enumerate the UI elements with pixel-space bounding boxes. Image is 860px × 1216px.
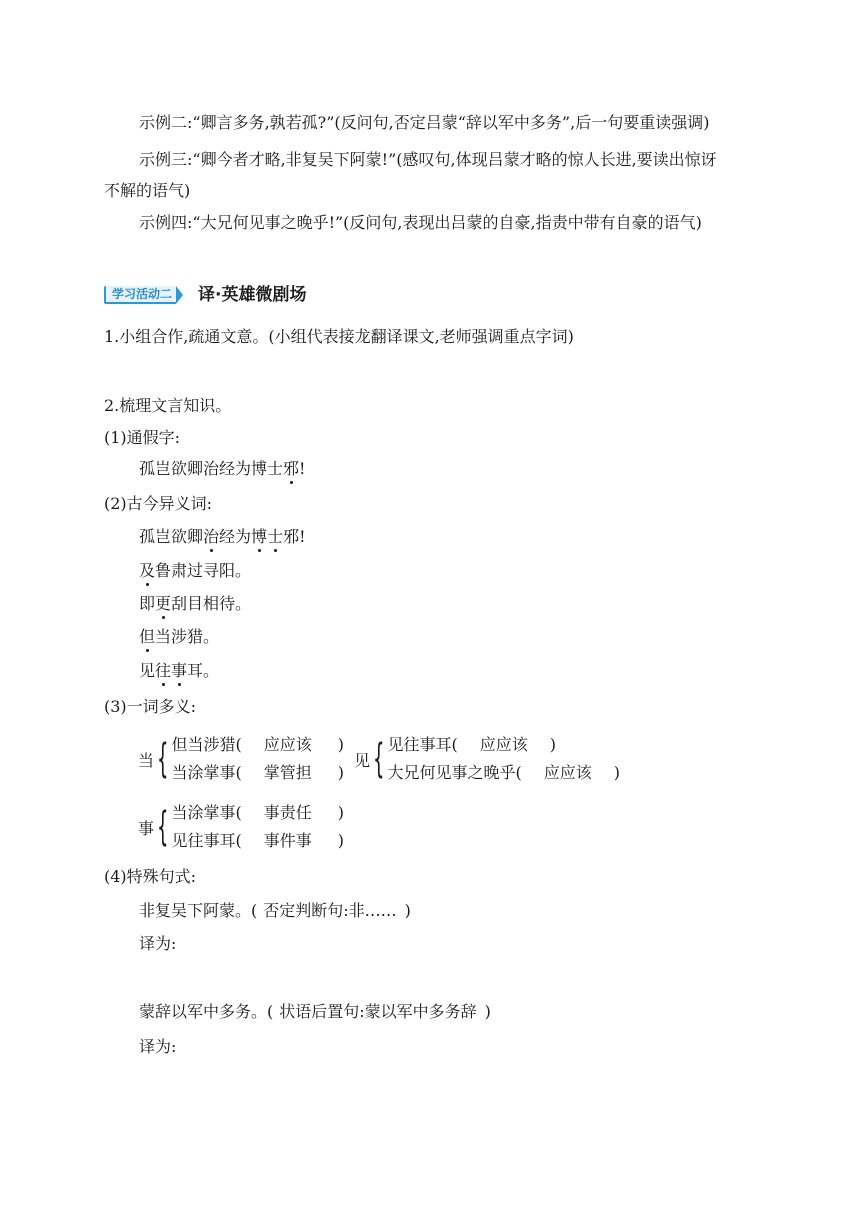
duoyi-label: (3)一词多义: <box>104 697 197 716</box>
item-1: 1.小组合作,疏通文意。(小组代表接龙翻译课文,老师强调重点字词) <box>104 327 574 346</box>
answer: 应应该 <box>479 735 528 754</box>
example-3-line2: 不解的语气) <box>104 181 191 200</box>
text: 非复吴下阿蒙。( <box>139 901 258 920</box>
answer: 掌管担 <box>263 763 312 782</box>
dotted-char: 及 <box>139 561 156 580</box>
dotted-char: 往 <box>155 661 172 680</box>
dotted-char: 事 <box>171 661 188 680</box>
dotted-char: 邪 <box>283 459 300 478</box>
text: ) <box>404 901 411 920</box>
text: 鲁肃过寻阳。 <box>155 561 252 580</box>
polysemy-char: 事 <box>138 818 155 838</box>
gujin-sentence-3 <box>139 593 251 615</box>
text: 孤岂欲卿治经为博士 <box>139 459 284 478</box>
text: ) <box>337 831 344 850</box>
dotted-char: 士 <box>267 527 284 546</box>
text: 经为 <box>219 527 252 546</box>
gujin-sentence-2 <box>139 560 251 582</box>
activity-badge-label: 学习活动二 <box>104 286 176 304</box>
polysemy-shi <box>138 799 344 855</box>
text: ) <box>337 803 344 822</box>
text: 见 <box>139 661 156 680</box>
section-title: 译·英雄微剧场 <box>198 285 307 305</box>
text: 见往事耳( <box>171 831 242 850</box>
example-3-line1: 示例三:“卿今者才略,非复吴下阿蒙!”(感叹句,体现吕蒙才略的惊人长进,要读出惊讶 <box>139 150 717 169</box>
badge-arrow-icon <box>176 286 183 304</box>
polysemy-row <box>171 799 344 827</box>
polysemy-row <box>387 759 620 787</box>
text: 见往事耳( <box>387 735 458 754</box>
teshu-label: (4)特殊句式: <box>104 867 197 886</box>
text: ) <box>549 735 556 754</box>
gujin-label: (2)古今异义词: <box>104 494 213 513</box>
answer: 事责任 <box>263 803 312 822</box>
text: 当涉猎。 <box>155 627 220 646</box>
text: ) <box>613 763 620 782</box>
text: 邪! <box>283 527 306 546</box>
dotted-char: 但 <box>139 627 156 646</box>
dotted-char: 更 <box>155 594 172 613</box>
text: 孤岂欲卿 <box>139 527 204 546</box>
text: 当涂掌事( <box>171 763 242 782</box>
tongjia-sentence <box>139 458 305 480</box>
text: 蒙辞以军中多务。( <box>139 1002 274 1021</box>
gujin-sentence-4 <box>139 626 219 648</box>
polysemy-jian <box>354 731 620 787</box>
polysemy-rows <box>387 731 620 787</box>
teshu-translate-2: 译为: <box>139 1037 177 1056</box>
text: ) <box>484 1002 491 1021</box>
left-brace-icon: { <box>157 736 169 782</box>
item-2: 2.梳理文言知识。 <box>104 396 232 415</box>
tongjia-label: (1)通假字: <box>104 428 181 447</box>
text: 大兄何见事之晚乎( <box>387 763 522 782</box>
text: 但当涉猎( <box>171 735 242 754</box>
dotted-char: 治 <box>203 527 220 546</box>
polysemy-row <box>171 827 344 855</box>
text: 刮目相待。 <box>171 594 252 613</box>
text: 即 <box>139 594 156 613</box>
teshu-translate-1: 译为: <box>139 934 177 953</box>
answer: 状语后置句:蒙以军中多务辞 <box>279 1002 477 1021</box>
text: 耳。 <box>187 661 220 680</box>
example-2: 示例二:“卿言多务,孰若孤?”(反问句,否定吕蒙“辞以军中多务”,后一句要重读强调) <box>139 113 710 132</box>
teshu-sentence-1 <box>139 900 411 922</box>
polysemy-rows <box>171 799 344 855</box>
polysemy-row <box>387 731 620 759</box>
text: ) <box>337 763 344 782</box>
left-brace-icon: { <box>157 804 169 850</box>
left-brace-icon: { <box>373 736 385 782</box>
answer: 否定判断句:非…… <box>263 901 397 920</box>
answer: 应应该 <box>263 735 312 754</box>
answer: 事件事 <box>263 831 312 850</box>
polysemy-row <box>171 759 344 787</box>
text: 当涂掌事( <box>171 803 242 822</box>
polysemy-rows <box>171 731 344 787</box>
polysemy-dang <box>138 731 344 787</box>
dotted-char: 博 <box>251 527 268 546</box>
text: ) <box>337 735 344 754</box>
polysemy-char: 当 <box>138 750 155 770</box>
text: ! <box>299 459 306 478</box>
gujin-sentence-5 <box>139 660 219 682</box>
example-4: 示例四:“大兄何见事之晚乎!”(反问句,表现出吕蒙的自豪,指责中带有自豪的语气) <box>139 213 702 232</box>
teshu-sentence-2 <box>139 1001 491 1023</box>
gujin-sentence-1 <box>139 526 306 548</box>
answer: 应应该 <box>543 763 592 782</box>
activity-badge <box>104 286 194 304</box>
polysemy-row <box>171 731 344 759</box>
polysemy-char: 见 <box>354 750 371 770</box>
